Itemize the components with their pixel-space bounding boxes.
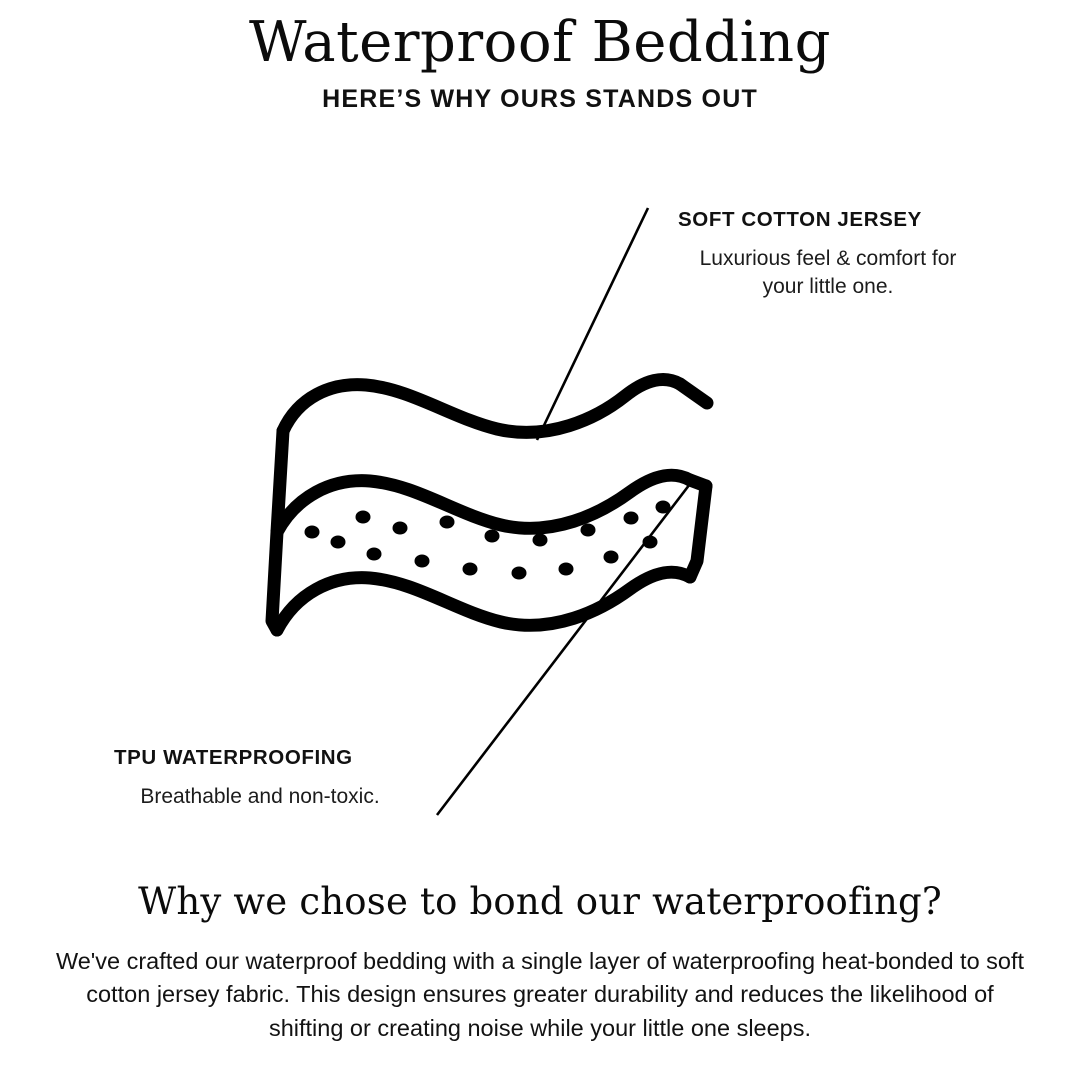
callout-tpu-waterproofing xyxy=(100,746,440,811)
bottom-layer-left-edge xyxy=(272,532,277,630)
footer-section xyxy=(0,880,1080,1045)
bottom-layer-lower-edge xyxy=(277,572,690,630)
fabric-diagram xyxy=(0,170,1080,860)
footer-heading: Why we chose to bond our waterproofing? xyxy=(138,880,942,923)
tpu-pore-dots xyxy=(305,501,671,580)
page-subtitle: HERE’S WHY OURS STANDS OUT xyxy=(322,84,758,113)
bottom-layer-right-edge xyxy=(690,486,706,577)
callout-soft-cotton-jersey xyxy=(678,208,1008,300)
footer-body: We've crafted our waterproof bedding with a single layer of waterproofing heat-bonded to soft cotton jersey fabric. This design ensures greater durability and reduces the likelihood of shifting or creating noise while your little one sleeps. xyxy=(55,948,1025,1041)
header xyxy=(0,10,1080,114)
callout-description: Breathable and non-toxic. xyxy=(140,785,380,808)
top-layer-right-edge xyxy=(680,384,707,403)
callout-label: TPU WATERPROOFING xyxy=(114,746,353,769)
fabric-layers xyxy=(272,380,707,630)
callout-description: Luxurious feel & comfort for your little one. xyxy=(699,247,957,298)
top-layer-upper-edge xyxy=(283,380,680,433)
callout-label: SOFT COTTON JERSEY xyxy=(678,208,922,231)
page-title: Waterproof Bedding xyxy=(249,10,831,75)
leader-line-top xyxy=(537,208,648,440)
